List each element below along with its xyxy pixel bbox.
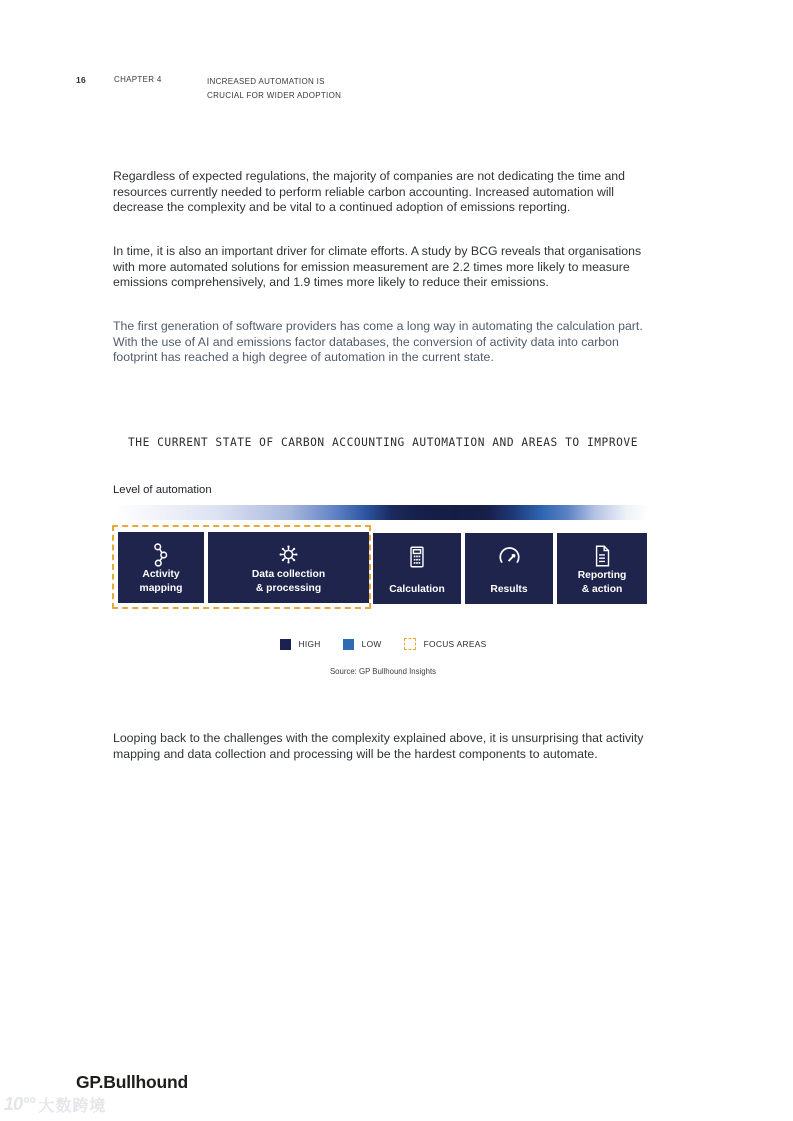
stage-label: Activity mapping (139, 569, 183, 594)
route-icon (148, 541, 174, 568)
chart-axis-label: Level of automation (113, 484, 212, 496)
stage-label: Data collection & processing (251, 569, 326, 594)
focus-areas-swatch-icon (404, 638, 416, 650)
watermark-text: 大数跨境 (38, 1098, 107, 1115)
chapter-title-line1: INCREASED AUTOMATION IS (207, 77, 325, 86)
calculator-icon (404, 542, 430, 572)
body-paragraph: The first generation of software providers has come a long way in automating the calculation part. With the use of AI and emissions factor databases, the conversion of activity data into carbon footprint has reached a high degree of automation in the current state. (113, 319, 643, 365)
stage-label: Results (490, 583, 528, 595)
stage-results (465, 533, 553, 604)
chart-source: Source: GP Bullhound Insights (329, 667, 437, 676)
body-paragraph: In time, it is also an important driver for climate efforts. A study by BCG reveals that organisations with more automated solutions for emission measurement are 2.2 times more likely to measure emissions comprehensively, and 1.9 times more likely to reduce their emissions. (113, 244, 642, 290)
gauge-icon (496, 542, 523, 572)
watermark-logo-icon: 10°° (4, 1094, 35, 1114)
stage-label: Reporting & action (577, 570, 627, 595)
legend-item-low: LOW (343, 639, 382, 650)
stage-reporting-action (557, 533, 647, 604)
chapter-title-line2: CRUCIAL FOR WIDER ADOPTION (207, 91, 342, 100)
stage-activity-mapping (118, 532, 204, 603)
chapter-label: CHAPTER 4 (114, 75, 162, 84)
document-icon (589, 542, 615, 569)
gp-bullhound-logo: GP.Bullhound (76, 1072, 188, 1092)
legend-item-high: HIGH (280, 639, 321, 650)
page-number: 16 (76, 75, 87, 85)
chapter-title (207, 75, 341, 103)
low-swatch-icon (343, 639, 354, 650)
stage-calculation (373, 533, 461, 604)
watermark (4, 1093, 106, 1116)
automation-level-gradient-bar (113, 505, 648, 520)
chart-legend (113, 638, 653, 650)
body-paragraph: Looping back to the challenges with the complexity explained above, it is unsurprising that activity mapping and data collection and processing will be the hardest components to automate. (113, 731, 644, 761)
stage-label: Calculation (389, 583, 445, 595)
stage-data-collection-processing (208, 532, 369, 603)
legend-item-focus-areas: FOCUS AREAS (404, 638, 487, 650)
data-processing-icon (275, 541, 302, 568)
high-swatch-icon (280, 639, 291, 650)
body-paragraph: Regardless of expected regulations, the majority of companies are not dedicating the time and resources currently needed to perform reliable carbon accounting. Increased automation will decrease the complexity and be vital to a continued adoption of emissions reporting. (113, 169, 625, 215)
chart-title: THE CURRENT STATE OF CARBON ACCOUNTING AUTOMATION AND AREAS TO IMPROVE (128, 436, 638, 449)
